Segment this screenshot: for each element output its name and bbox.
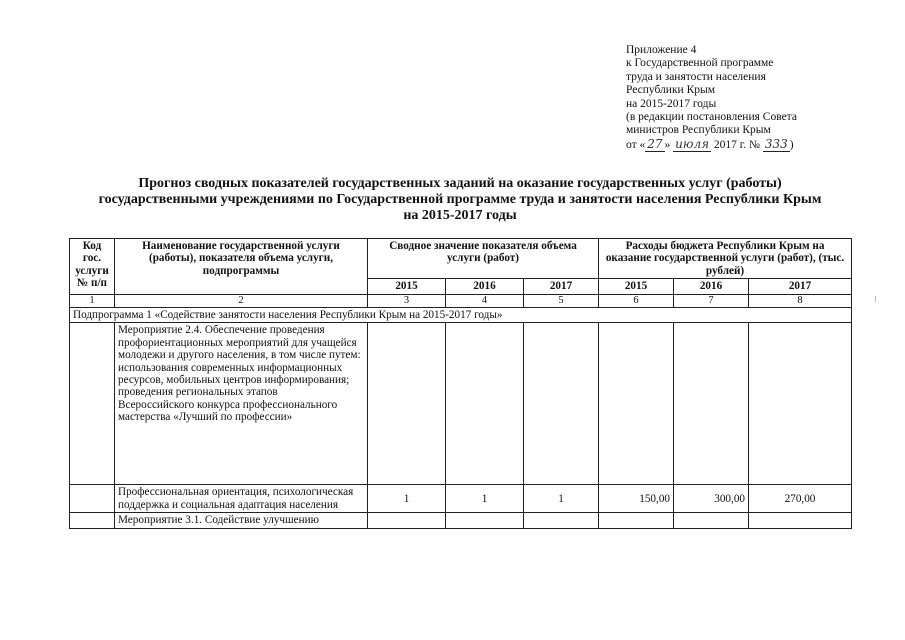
handwritten-doc-number: 333 — [764, 136, 788, 151]
appendix-line: на 2015-2017 годы — [626, 97, 717, 110]
header-year: 2016 — [446, 279, 524, 294]
expense-2017 — [749, 513, 852, 528]
row-code — [70, 513, 115, 528]
volume-2015: 1 — [368, 485, 446, 513]
appendix-date-line — [626, 138, 797, 152]
column-number: 1 — [70, 294, 115, 307]
column-number: 4 — [446, 294, 524, 307]
expense-2017 — [749, 323, 852, 485]
expense-2015 — [599, 323, 674, 485]
handwritten-day: 27 — [647, 136, 663, 151]
header-expenses: Расходы бюджета Республики Крым на оказание государственной услуги (работ), (тыс. рублей) — [599, 239, 852, 279]
row-name: Профессиональная ориентация, психологическая поддержка и социальная адаптация населения — [115, 485, 368, 513]
row-code — [70, 485, 115, 513]
scan-mark — [875, 296, 876, 302]
volume-2016: 1 — [446, 485, 524, 513]
header-year: 2017 — [524, 279, 599, 294]
header-year: 2015 — [599, 279, 674, 294]
column-number-row — [70, 294, 852, 307]
header-year: 2017 — [749, 279, 852, 294]
appendix-line: труда и занятости населения — [626, 70, 766, 83]
document-title: Прогноз сводных показателей государственных заданий на оказание государственных услуг (работы) государственными учреждениями по Государственной программе труда и занятости населения Республики Крым на 2015-2017 годы — [98, 176, 822, 223]
table-row — [70, 485, 852, 513]
date-suffix: ) — [789, 138, 794, 151]
appendix-line: Республики Крым — [626, 84, 715, 97]
volume-2017 — [524, 323, 599, 485]
column-number: 8 — [749, 294, 852, 307]
header-name: Наименование государственной услуги (работы), показателя объема услуги, подпрограммы — [115, 239, 368, 295]
volume-2017 — [524, 513, 599, 528]
expense-2016: 300,00 — [674, 485, 749, 513]
column-number: 3 — [368, 294, 446, 307]
expense-2016 — [674, 323, 749, 485]
expense-2017: 270,00 — [749, 485, 852, 513]
volume-2016 — [446, 323, 524, 485]
subprogram-row — [70, 308, 852, 323]
header-row — [70, 239, 852, 279]
column-number: 2 — [115, 294, 368, 307]
volume-2016 — [446, 513, 524, 528]
volume-2017: 1 — [524, 485, 599, 513]
subprogram-title: Подпрограмма 1 «Содействие занятости населения Республики Крым на 2015-2017 годы» — [70, 308, 852, 323]
column-number: 7 — [674, 294, 749, 307]
date-year: 2017 г. № — [713, 138, 760, 151]
date-mid: » — [664, 138, 671, 151]
table-row — [70, 323, 852, 485]
date-prefix: от « — [626, 138, 646, 151]
row-code — [70, 323, 115, 485]
row-name: Мероприятие 3.1. Содействие улучшению — [115, 513, 368, 528]
header-volume: Сводное значение показателя объема услуги (работ) — [368, 239, 599, 279]
appendix-line: Приложение 4 — [626, 44, 697, 56]
expense-2015 — [599, 513, 674, 528]
forecast-table — [69, 238, 852, 529]
column-number: 5 — [524, 294, 599, 307]
volume-2015 — [368, 513, 446, 528]
volume-2015 — [368, 323, 446, 485]
appendix-line: министров Республики Крым — [626, 124, 771, 137]
appendix-note — [626, 44, 797, 152]
appendix-line: (в редакции постановления Совета — [626, 111, 797, 124]
appendix-line: к Государственной программе — [626, 57, 774, 70]
expense-2015: 150,00 — [599, 485, 674, 513]
header-code: Код гос. услуги № п/п — [70, 239, 115, 295]
table-row — [70, 513, 852, 528]
row-name: Мероприятие 2.4. Обеспечение проведения профориентационных мероприятий для учащейся молодежи и другого населения, в том числе путем: использования современных информационных ресурсов, мобильных центров информирования; проведения региональных этапов Всероссийского конкурса профессионального мастерства «Лучший по профессии» — [115, 323, 368, 485]
expense-2016 — [674, 513, 749, 528]
header-year: 2016 — [674, 279, 749, 294]
column-number: 6 — [599, 294, 674, 307]
header-year: 2015 — [368, 279, 446, 294]
handwritten-month: июля — [675, 136, 710, 151]
